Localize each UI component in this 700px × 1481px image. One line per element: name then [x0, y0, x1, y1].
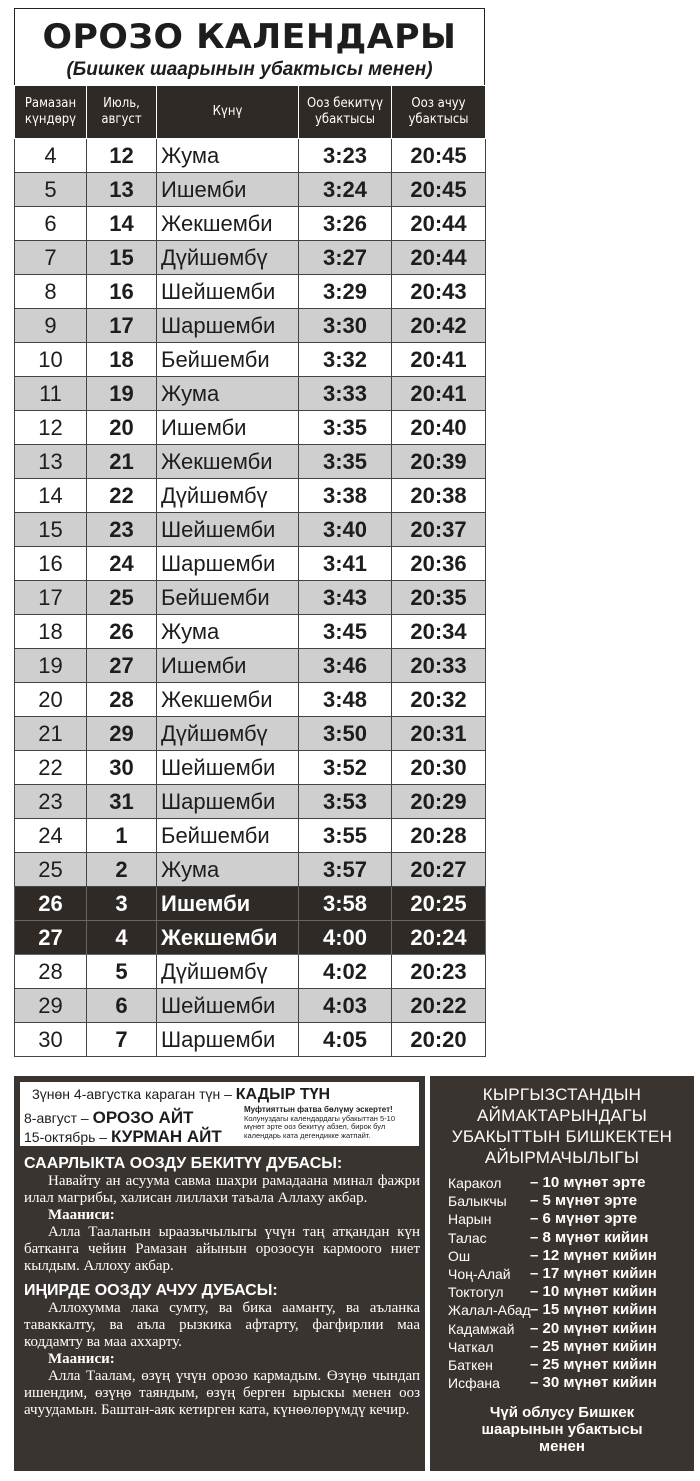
iftar-time-cell: 20:31: [392, 717, 486, 751]
ramazan-day-cell: 8: [15, 275, 87, 309]
weekday-cell: Дүйшөмбү: [157, 479, 299, 513]
suhoor-meaning-text: Алла Тааланын ыраазычылыгы үчүн таң атқандан күн батканга чейин Рамазан айынын орозосун кармоого ниет кылдым. Аллоху акбар.: [24, 1224, 420, 1274]
fasting-table: [14, 85, 486, 1057]
ramazan-day-cell: 5: [15, 173, 87, 207]
list-item: [448, 1229, 688, 1247]
date-cell: 25: [87, 581, 157, 615]
regions-footer: Чүй облусу Бишкек шаарынын убактысы менен: [481, 1404, 643, 1455]
region-city: Токтогул: [448, 1284, 504, 1301]
weekday-cell: Бейшемби: [157, 343, 299, 377]
regions-list: [448, 1174, 688, 1392]
suhoor-time-cell: 3:41: [299, 547, 392, 581]
weekday-cell: Жума: [157, 139, 299, 173]
table-row: [15, 343, 486, 377]
date-cell: 26: [87, 615, 157, 649]
date-cell: 5: [87, 955, 157, 989]
weekday-cell: Бейшемби: [157, 819, 299, 853]
region-city: Баткен: [448, 1356, 493, 1373]
suhoor-time-cell: 3:50: [299, 717, 392, 751]
ramazan-day-cell: 21: [15, 717, 87, 751]
title-box: [14, 8, 485, 85]
date-cell: 12: [87, 139, 157, 173]
suhoor-time-cell: 3:35: [299, 411, 392, 445]
table-row: [15, 377, 486, 411]
table-row: [15, 717, 486, 751]
suhoor-time-cell: 3:45: [299, 615, 392, 649]
suhoor-time-cell: 3:40: [299, 513, 392, 547]
list-item: [448, 1283, 688, 1301]
date-cell: 2: [87, 853, 157, 887]
iftar-time-cell: 20:38: [392, 479, 486, 513]
iftar-time-cell: 20:40: [392, 411, 486, 445]
table-row: [15, 513, 486, 547]
iftar-time-cell: 20:30: [392, 751, 486, 785]
region-time-diff: – 10 мүнөт эрте: [530, 1174, 646, 1191]
region-time-diff: – 25 мүнөт кийин: [530, 1355, 657, 1373]
date-cell: 19: [87, 377, 157, 411]
iftar-prayer-title: ИҢИРДЕ ООЗДУ АЧУУ ДУБАСЫ:: [24, 1282, 278, 1299]
kurman-ait-line: 15-октябрь – КУРМАН АЙТ: [24, 1127, 222, 1146]
list-item: [448, 1265, 688, 1283]
iftar-time-cell: 20:45: [392, 139, 486, 173]
page-title: ОРОЗО КАЛЕНДАРЫ: [42, 17, 457, 57]
region-time-diff: – 5 мүнөт эрте: [530, 1192, 638, 1210]
weekday-cell: Жекшемби: [157, 683, 299, 717]
iftar-time-cell: 20:42: [392, 309, 486, 343]
weekday-cell: Шейшемби: [157, 275, 299, 309]
list-item: [448, 1338, 688, 1356]
ramazan-day-cell: 16: [15, 547, 87, 581]
iftar-time-cell: 20:45: [392, 173, 486, 207]
region-time-diff: – 15 мүнөт кийин: [530, 1301, 657, 1319]
date-cell: 22: [87, 479, 157, 513]
weekday-cell: Шаршемби: [157, 547, 299, 581]
table-row: [15, 751, 486, 785]
suhoor-time-cell: 3:33: [299, 377, 392, 411]
region-city: Каракол: [448, 1175, 502, 1191]
ramazan-day-cell: 23: [15, 785, 87, 819]
iftar-time-cell: 20:32: [392, 683, 486, 717]
weekday-cell: Ишемби: [157, 887, 299, 921]
ramazan-day-cell: 11: [15, 377, 87, 411]
date-cell: 21: [87, 445, 157, 479]
suhoor-prayer-text: Навайту ан асуума савма шахри рамадаана минал фажри илал магрибы, халисан лиллахи таъала Аллаху акбар.: [24, 1173, 420, 1206]
suhoor-time-cell: 4:05: [299, 1023, 392, 1057]
list-item: [448, 1247, 688, 1265]
ramazan-day-cell: 9: [15, 309, 87, 343]
region-city: Балыкчы: [448, 1193, 507, 1210]
suhoor-time-cell: 3:35: [299, 445, 392, 479]
date-cell: 31: [87, 785, 157, 819]
page-subtitle: (Бишкек шаарынын убактысы менен): [66, 59, 433, 80]
header-suhoor: Ооз бекитүү убактысы: [299, 86, 392, 139]
region-city: Жалал-Абад: [448, 1302, 531, 1319]
table-row: [15, 207, 486, 241]
suhoor-time-cell: 3:43: [299, 581, 392, 615]
suhoor-time-cell: 3:53: [299, 785, 392, 819]
suhoor-time-cell: 3:46: [299, 649, 392, 683]
table-body: [15, 139, 486, 1057]
ramazan-day-cell: 18: [15, 615, 87, 649]
ramazan-day-cell: 29: [15, 989, 87, 1023]
ramazan-day-cell: 15: [15, 513, 87, 547]
table-row: [15, 989, 486, 1023]
iftar-time-cell: 20:35: [392, 581, 486, 615]
table-row: [15, 581, 486, 615]
region-time-diff: – 12 мүнөт кийин: [530, 1246, 657, 1264]
table-row: [15, 921, 486, 955]
list-item: [448, 1320, 688, 1338]
date-cell: 7: [87, 1023, 157, 1057]
date-cell: 18: [87, 343, 157, 377]
table-row: [15, 785, 486, 819]
weekday-cell: Ишемби: [157, 173, 299, 207]
table-header-row: [15, 86, 486, 139]
date-cell: 28: [87, 683, 157, 717]
regions-panel: [430, 1076, 694, 1471]
ramazan-day-cell: 22: [15, 751, 87, 785]
header-iftar: Ооз ачуу убактысы: [392, 86, 486, 139]
weekday-cell: Жума: [157, 377, 299, 411]
date-cell: 14: [87, 207, 157, 241]
iftar-time-cell: 20:22: [392, 989, 486, 1023]
qadr-night-line: 3үнөн 4-августка караган түн – КАДЫР ТҮН: [32, 1086, 331, 1103]
suhoor-prayer-title: СААРЛЫКТА ООЗДУ БЕКИТҮҮ ДУБАСЫ:: [24, 1155, 343, 1172]
suhoor-time-cell: 3:29: [299, 275, 392, 309]
suhoor-time-cell: 4:03: [299, 989, 392, 1023]
list-item: [448, 1192, 688, 1210]
region-city: Нарын: [448, 1211, 492, 1228]
iftar-time-cell: 20:34: [392, 615, 486, 649]
date-cell: 30: [87, 751, 157, 785]
date-cell: 17: [87, 309, 157, 343]
ramazan-day-cell: 7: [15, 241, 87, 275]
weekday-cell: Жекшемби: [157, 921, 299, 955]
table-row: [15, 411, 486, 445]
prayers-text: [24, 1152, 420, 1419]
region-city: Чаткал: [448, 1338, 494, 1355]
date-cell: 24: [87, 547, 157, 581]
region-time-diff: – 17 мүнөт кийин: [530, 1264, 657, 1282]
ramazan-day-cell: 13: [15, 445, 87, 479]
suhoor-time-cell: 4:00: [299, 921, 392, 955]
table-row: [15, 1023, 486, 1057]
iftar-time-cell: 20:27: [392, 853, 486, 887]
iftar-time-cell: 20:20: [392, 1023, 486, 1057]
list-item: [448, 1174, 688, 1192]
date-cell: 27: [87, 649, 157, 683]
suhoor-meaning-label: Мааниси:: [48, 1207, 115, 1223]
iftar-time-cell: 20:37: [392, 513, 486, 547]
date-cell: 4: [87, 921, 157, 955]
ramazan-day-cell: 17: [15, 581, 87, 615]
table-row: [15, 241, 486, 275]
weekday-cell: Ишемби: [157, 649, 299, 683]
region-city: Талас: [448, 1229, 487, 1246]
iftar-time-cell: 20:25: [392, 887, 486, 921]
table-row: [15, 853, 486, 887]
table-row: [15, 309, 486, 343]
date-cell: 29: [87, 717, 157, 751]
ramazan-day-cell: 30: [15, 1023, 87, 1057]
list-item: [448, 1301, 688, 1319]
weekday-cell: Шейшемби: [157, 751, 299, 785]
table-row: [15, 615, 486, 649]
suhoor-time-cell: 3:38: [299, 479, 392, 513]
table-row: [15, 683, 486, 717]
region-time-diff: – 25 мүнөт кийин: [530, 1337, 657, 1355]
iftar-time-cell: 20:41: [392, 343, 486, 377]
suhoor-time-cell: 3:58: [299, 887, 392, 921]
suhoor-time-cell: 4:02: [299, 955, 392, 989]
iftar-time-cell: 20:24: [392, 921, 486, 955]
weekday-cell: Шаршемби: [157, 1023, 299, 1057]
orozo-ait-line: 8-август – ОРОЗО АЙТ: [24, 1108, 194, 1127]
iftar-time-cell: 20:36: [392, 547, 486, 581]
weekday-cell: Дүйшөмбү: [157, 955, 299, 989]
date-cell: 6: [87, 989, 157, 1023]
region-time-diff: – 8 мүнөт кийин: [530, 1228, 649, 1246]
suhoor-time-cell: 3:55: [299, 819, 392, 853]
table-row: [15, 887, 486, 921]
suhoor-time-cell: 3:23: [299, 139, 392, 173]
weekday-cell: Дүйшөмбү: [157, 717, 299, 751]
ramazan-day-cell: 20: [15, 683, 87, 717]
list-item: [448, 1374, 688, 1392]
iftar-prayer-text: Аллохумма лака сумту, ва бика ааманту, ва аъланка таваккалту, ва аъла рызкика афтарту, фагфирлии маа коддамту ва маа аххарту.: [24, 1300, 420, 1350]
iftar-meaning-text: Алла Таалам, өзүң үчүн орозо кармадым. Өзүңө чындап ишендим, өзүңө таяндым, өзүң берген ырыскы менен ооз ачуудамын. Баштан-аяк кетирген ката, күнөөлөрүмдү кечир.: [24, 1368, 420, 1418]
table-row: [15, 649, 486, 683]
ramazan-day-cell: 6: [15, 207, 87, 241]
iftar-time-cell: 20:29: [392, 785, 486, 819]
header-month: Июль, август: [87, 86, 157, 139]
table-row: [15, 173, 486, 207]
weekday-cell: Шейшемби: [157, 513, 299, 547]
iftar-time-cell: 20:33: [392, 649, 486, 683]
suhoor-time-cell: 3:32: [299, 343, 392, 377]
suhoor-time-cell: 3:30: [299, 309, 392, 343]
list-item: [448, 1210, 688, 1228]
ramazan-day-cell: 24: [15, 819, 87, 853]
suhoor-time-cell: 3:57: [299, 853, 392, 887]
suhoor-time-cell: 3:24: [299, 173, 392, 207]
table-row: [15, 547, 486, 581]
iftar-time-cell: 20:44: [392, 241, 486, 275]
suhoor-time-cell: 3:26: [299, 207, 392, 241]
weekday-cell: Шаршемби: [157, 309, 299, 343]
ramazan-day-cell: 26: [15, 887, 87, 921]
table-row: [15, 955, 486, 989]
header-ramazan-day: Рамазан күндөрү: [15, 86, 87, 139]
table-row: [15, 445, 486, 479]
ramazan-day-cell: 14: [15, 479, 87, 513]
date-cell: 16: [87, 275, 157, 309]
holidays-box: [20, 1082, 419, 1146]
ramazan-day-cell: 25: [15, 853, 87, 887]
region-city: Исфана: [448, 1375, 500, 1392]
region-time-diff: – 30 мүнөт кийин: [530, 1374, 657, 1392]
weekday-cell: Шейшемби: [157, 989, 299, 1023]
region-city: Чоң-Алай: [448, 1265, 511, 1282]
prayers-panel: [14, 1076, 425, 1471]
ramazan-day-cell: 27: [15, 921, 87, 955]
weekday-cell: Жекшемби: [157, 445, 299, 479]
header-weekday: Күнү: [157, 86, 299, 139]
iftar-time-cell: 20:39: [392, 445, 486, 479]
region-time-diff: – 6 мүнөт эрте: [530, 1210, 638, 1228]
region-time-diff: – 20 мүнөт кийин: [530, 1319, 657, 1337]
muftiyat-note: Муфтияттын фатва бөлүму эскертет! Колунуздагы календардагы убакыттан 5-10 мүнөт эрте ооз бекитүү абзел, бирок бул календарь ката дегендикке жатпайт.: [244, 1105, 396, 1140]
table-row: [15, 479, 486, 513]
ramazan-day-cell: 28: [15, 955, 87, 989]
table-row: [15, 275, 486, 309]
region-time-diff: – 10 мүнөт кийин: [530, 1283, 657, 1301]
date-cell: 1: [87, 819, 157, 853]
iftar-time-cell: 20:28: [392, 819, 486, 853]
weekday-cell: Жума: [157, 615, 299, 649]
ramazan-day-cell: 12: [15, 411, 87, 445]
iftar-time-cell: 20:41: [392, 377, 486, 411]
ramazan-day-cell: 4: [15, 139, 87, 173]
ramazan-day-cell: 19: [15, 649, 87, 683]
iftar-time-cell: 20:23: [392, 955, 486, 989]
list-item: [448, 1356, 688, 1374]
iftar-time-cell: 20:44: [392, 207, 486, 241]
region-city: Ош: [448, 1247, 471, 1264]
ramazan-day-cell: 10: [15, 343, 87, 377]
weekday-cell: Ишемби: [157, 411, 299, 445]
region-city: Кадамжай: [448, 1320, 515, 1337]
date-cell: 23: [87, 513, 157, 547]
table-row: [15, 139, 486, 173]
date-cell: 20: [87, 411, 157, 445]
suhoor-time-cell: 3:52: [299, 751, 392, 785]
iftar-time-cell: 20:43: [392, 275, 486, 309]
table-row: [15, 819, 486, 853]
date-cell: 13: [87, 173, 157, 207]
weekday-cell: Бейшемби: [157, 581, 299, 615]
weekday-cell: Жума: [157, 853, 299, 887]
weekday-cell: Шаршемби: [157, 785, 299, 819]
calendar: [14, 8, 485, 1057]
iftar-meaning-label: Мааниси:: [48, 1351, 115, 1367]
regions-title: КЫРГЫЗСТАНДЫН АЙМАКТАРЫНДАГЫ УБАКЫТТЫН БИШКЕКТЕН АЙЫРМАЧЫЛЫГЫ: [451, 1085, 673, 1167]
date-cell: 15: [87, 241, 157, 275]
date-cell: 3: [87, 887, 157, 921]
suhoor-time-cell: 3:48: [299, 683, 392, 717]
suhoor-time-cell: 3:27: [299, 241, 392, 275]
weekday-cell: Жекшемби: [157, 207, 299, 241]
weekday-cell: Дүйшөмбү: [157, 241, 299, 275]
